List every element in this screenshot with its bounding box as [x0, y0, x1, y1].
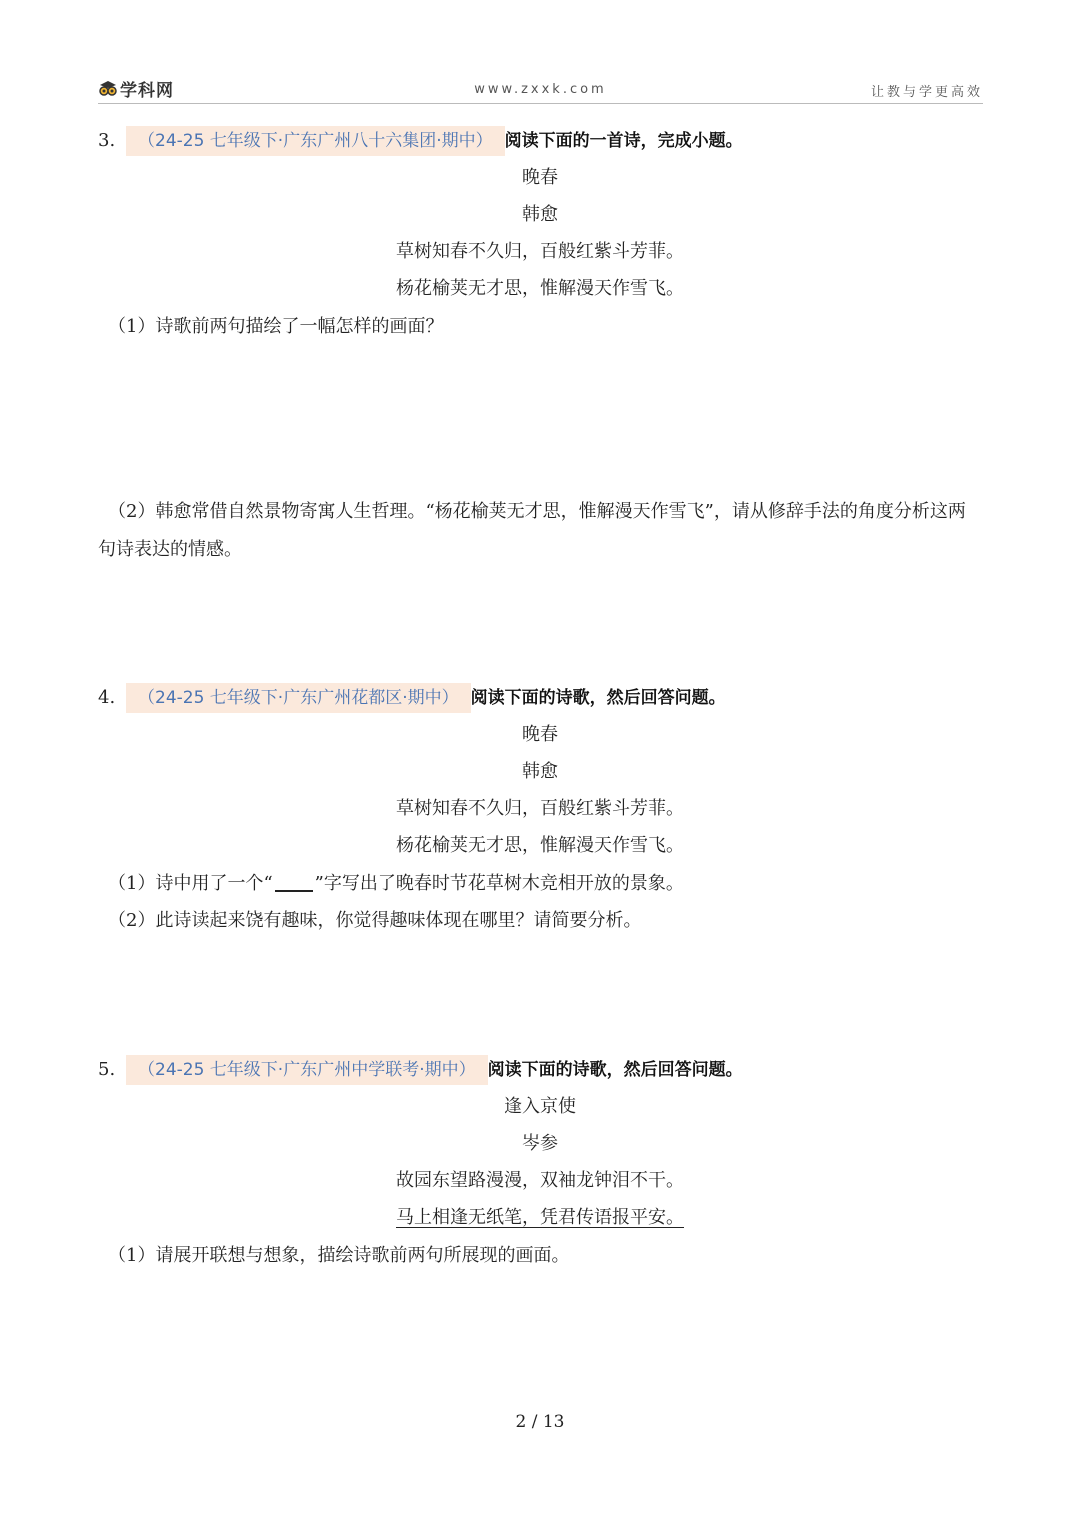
poem-title: 晚春 — [522, 724, 558, 745]
sub-question-1: （1）诗歌前两句描绘了一幅怎样的画面？ — [108, 316, 444, 337]
page-header — [98, 74, 983, 104]
source-tag: （24-25 七年级下·广东广州八十六集团·期中） — [126, 126, 505, 156]
poem-line: 故园东望路漫漫，双袖龙钟泪不干。 — [396, 1170, 684, 1191]
source-tag: （24-25 七年级下·广东广州花都区·期中） — [126, 683, 471, 713]
sub-question-2: （2）此诗读起来饶有趣味，你觉得趣味体现在哪里？请简要分析。 — [108, 910, 642, 931]
page-number: 2 / 13 — [515, 1412, 565, 1432]
header-divider — [98, 103, 983, 104]
question-4-heading — [98, 683, 726, 713]
answer-blank — [275, 872, 313, 892]
poem-line: 杨花榆荚无才思，惟解漫天作雪飞。 — [396, 278, 684, 299]
slogan: 让教与学更高效 — [870, 85, 983, 100]
poem-author: 韩愈 — [522, 204, 558, 225]
poem-line: 草树知春不久归，百般红紫斗芳菲。 — [396, 798, 684, 819]
question-instruction: 阅读下面的诗歌，然后回答问题。 — [487, 1060, 743, 1080]
question-number: 4. — [98, 687, 116, 708]
poem-line: 杨花榆荚无才思，惟解漫天作雪飞。 — [396, 835, 684, 856]
sub-question-1 — [108, 870, 684, 898]
question-instruction: 阅读下面的诗歌，然后回答问题。 — [470, 688, 726, 708]
poem-author: 韩愈 — [522, 761, 558, 782]
poem-author: 岑参 — [522, 1133, 558, 1154]
question-instruction: 阅读下面的一首诗，完成小题。 — [504, 131, 743, 151]
source-tag: （24-25 七年级下·广东广州中学联考·期中） — [126, 1055, 488, 1085]
sub-question-1-before: （1）诗中用了一个“ — [108, 873, 273, 894]
question-5-heading — [98, 1055, 743, 1085]
sub-question-2: （2）韩愈常借自然景物寄寓人生哲理。“杨花榆荚无才思，惟解漫天作雪飞”，请从修辞手法的角度分析这两句诗表达的情感。 — [98, 501, 966, 560]
poem-title: 逢入京使 — [504, 1096, 576, 1117]
site-url: www.zxxk.com — [474, 82, 607, 97]
sub-question-1-after: ”字写出了晚春时节花草树木竞相开放的景象。 — [314, 873, 684, 894]
poem-title: 晚春 — [522, 167, 558, 188]
poem-line: 草树知春不久归，百般红紫斗芳菲。 — [396, 241, 684, 262]
question-number: 3. — [98, 130, 116, 151]
sub-question-1: （1）请展开联想与想象，描绘诗歌前两句所展现的画面。 — [108, 1245, 570, 1266]
question-number: 5. — [98, 1059, 116, 1080]
question-3-heading — [98, 126, 743, 156]
poem-line-underlined: 马上相逢无纸笔，凭君传语报平安。 — [396, 1207, 684, 1228]
logo-text: 学科网 — [120, 81, 174, 101]
